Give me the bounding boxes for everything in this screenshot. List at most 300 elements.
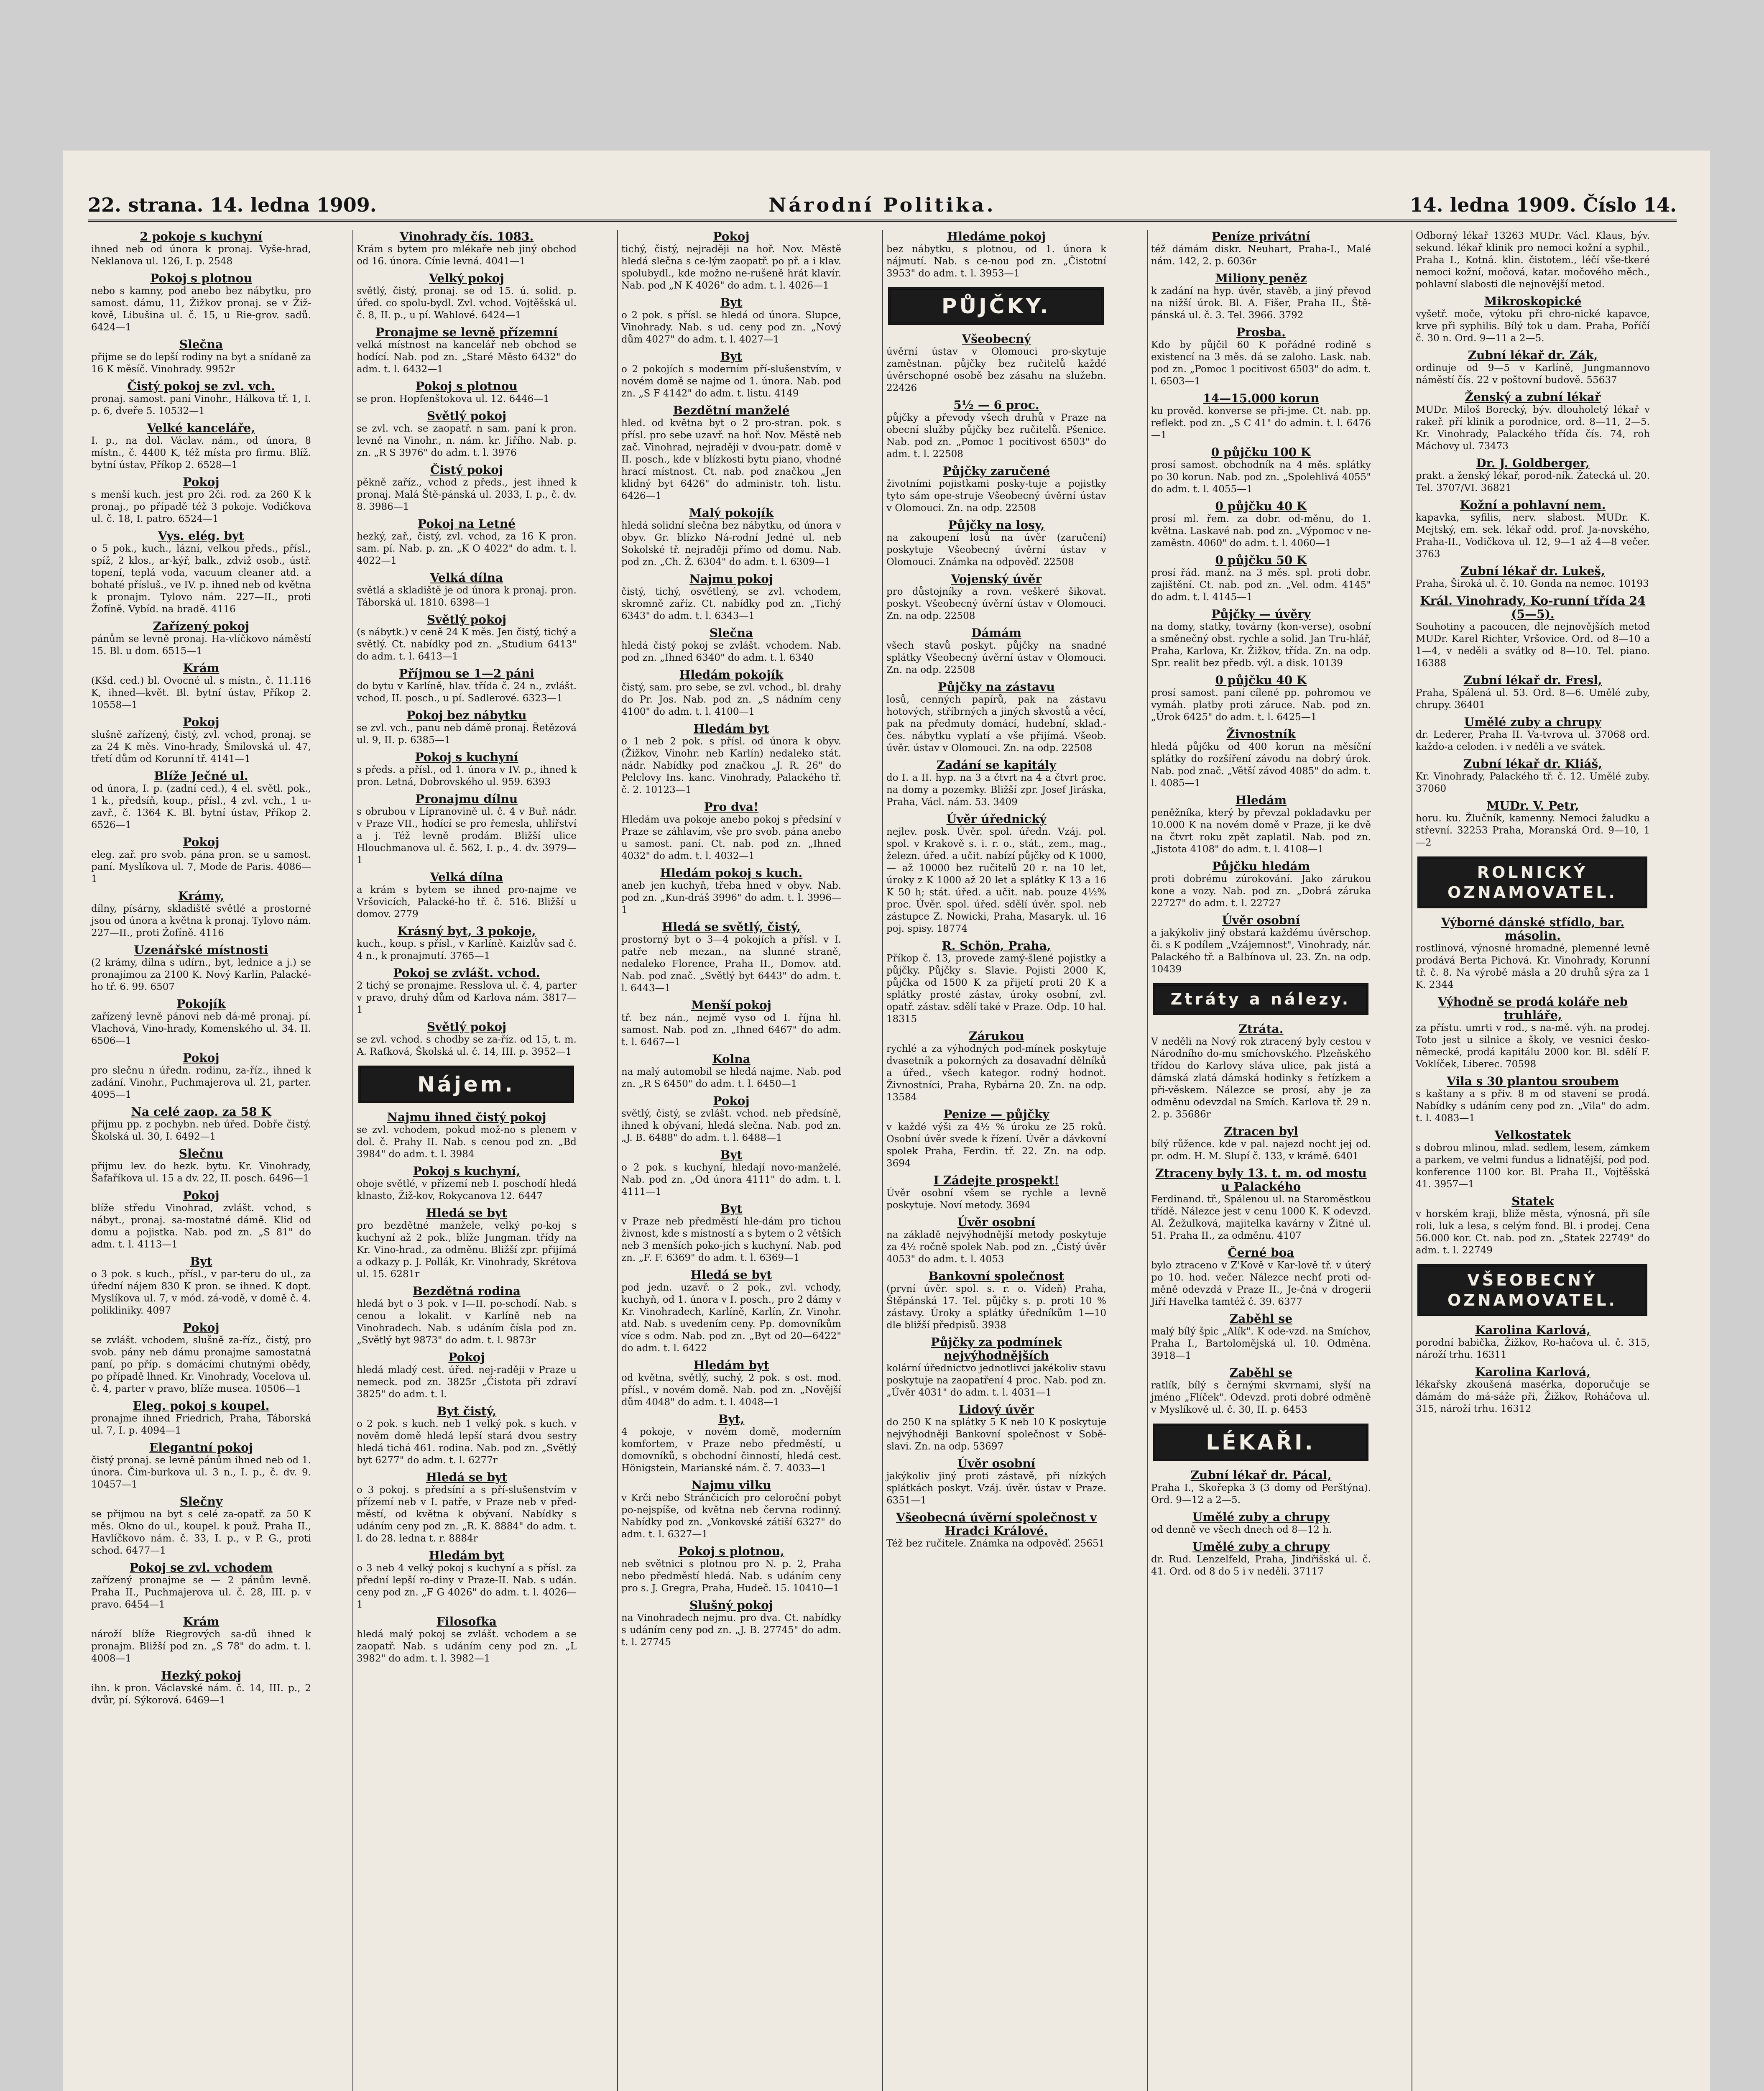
classified-ad — [357, 272, 577, 322]
section-banner: VŠEOBECNÝ OZNAMOVATEL. — [1417, 1264, 1647, 1316]
ad-text: malý bílý špic „Alík". K ode-vzd. na Smíchov, Praha I., Bartolomějská ul. 10. Odměna. 3918—1 — [1151, 1326, 1371, 1361]
ad-heading: Výborné dánské stfídlo, bar. másolin. — [1441, 915, 1624, 943]
section-banner: Nájem. — [358, 1066, 574, 1103]
classified-ad — [886, 573, 1106, 622]
classified-ad — [1416, 391, 1650, 452]
classified-ad — [1416, 457, 1650, 494]
ad-text: hledá malý pokoj se zvlášt. vchodem a se zaopatř. Nab. s udáním ceny pod zn. „L 3982" do adm. t. l. 3982—1 — [357, 1629, 577, 1664]
classified-ad — [886, 465, 1106, 514]
classified-ad — [357, 1165, 577, 1202]
ad-text: pro bezdětné manžele, velký po-koj s kuchyní až 2 pok., blíže Jungman. třídy na Kr. Vino-hrad., za odměnu. Bližší zpr. přijímá a odkazy p. J. Pollák, Kr. Vinohrady, Skrétova ul. 15. 6281r — [357, 1220, 577, 1280]
classified-ad — [357, 1285, 577, 1347]
ad-text: aneb jen kuchyň, třeba hned v obyv. Nab. pod zn. „Kun-dráš 3996" do adm. t. l. 3996—1 — [621, 880, 841, 915]
ad-heading: Krásný byt, 3 pokoje, — [397, 924, 536, 938]
classified-ad — [357, 1615, 577, 1665]
ad-heading: Půjčky — úvěry — [1211, 607, 1311, 621]
classified-ad — [1416, 1324, 1650, 1361]
ad-text: pod jedn. uzavř. o 2 pok., zvl. vchody, kuchyň, od 1. února v I. posch., pro 2 dámy v Kr. Vinohradech, Karlíně, Karlín, Zr. Vinohr. atd. Nab. s uvedením ceny. Pp. domovníkům více s odm. Nab. pod zn. „Byt od 20—6422" do adm. t. l. 6422 — [621, 1282, 841, 1354]
column-5 — [1147, 230, 1373, 2091]
classified-ad — [621, 1094, 841, 1144]
ad-heading: 14—15.000 korun — [1203, 391, 1319, 405]
ad-text: pro důstojníky a rovn. veškeré šikovat. poskyt. Všeobecný úvěrní ústav v Olomouci. Zn. na odp. 22508 — [886, 586, 1106, 621]
ad-heading: Pokoj — [713, 230, 750, 243]
ad-heading: Úvěr úřednický — [946, 812, 1047, 826]
classified-ad — [621, 867, 841, 916]
classified-ad — [621, 1359, 841, 1408]
ad-heading: Malý pokojík — [689, 506, 774, 520]
classified-ad — [886, 1174, 1106, 1212]
classified-ad — [1151, 272, 1371, 322]
ad-heading: Byt, — [718, 1412, 745, 1426]
classified-ad — [1416, 1129, 1650, 1191]
classified-ad — [91, 529, 311, 616]
ad-text: (první úvěr. spol. s. r. o. Vídeň) Praha, Štěpánská 17. Tel. půjčky s. p. proti 10 % zástavy. Úroky a splátky úředníkům 1—10 dle bližší předpisů. 3938 — [886, 1283, 1106, 1331]
classified-ad — [886, 1336, 1106, 1399]
classified-ad — [886, 230, 1106, 280]
ad-heading: Velká dílna — [430, 870, 503, 884]
ad-text: se zvlášt. vchodem, slušně za-říz., čistý, pro svob. pány neb dámu pronajme samostatná paní, po příp. s domácími chutnými obědy, po případě lhned. Kr. Vinohrady, Vocelova ul. č. 4, parter v pravo, blíže musea. 10506—1 — [91, 1335, 311, 1394]
ad-heading: Karolina Karlová, — [1475, 1365, 1591, 1379]
classified-ad — [1151, 608, 1371, 670]
ad-text: prosí ml. řem. za dobr. od-měnu, do 1. května. Laskavé nab. pod zn. „Výpomoc v ne-zaměstn. 4060" do adm. t. l. 4060—1 — [1151, 514, 1371, 549]
ad-heading: Na celé zaop. za 58 K — [131, 1105, 271, 1119]
ad-heading: Pokoj — [183, 1051, 220, 1065]
ad-heading: Karolina Karlová, — [1475, 1323, 1591, 1337]
ad-text: hledá půjčku od 400 korun na měsíční splátky do rozšíření závodu na dobrý úrok. Nab. pod znač. „Větší závod 4085" do adm. t. l. 4085—1 — [1151, 741, 1371, 789]
ad-heading: Výhodně se prodá koláře neb truhláře, — [1437, 995, 1628, 1022]
classified-ad — [91, 1561, 311, 1611]
ad-text: od února, I. p. (zadní ced.), 4 el. světl. pok., 1 k., předsíň, koup., přísl., 4 zvl. vch., 1 u-zavř., č. 1364 K. Bl. bytní ústav, Příkop 2. 6526—1 — [91, 783, 311, 831]
ad-text: se přijmou na byt s celé za-opatř. za 50 K měs. Okno do ul., koupel. k použ. Praha II., Havlíčkovo nám. č. 33, I. p., v P. G., proti schod. 6477—1 — [91, 1509, 311, 1556]
ad-text: ohoje světlé, v přízemí neb I. poschodí hledá klnasto, Žiž-kov, Rokycanova 12. 6447 — [357, 1178, 577, 1201]
newspaper-page — [63, 151, 1710, 2091]
ad-text: od května, světlý, suchý, 2 pok. s ost. mod. přísl., v novém domě. Nab. pod zn. „Novější dům 4048" do adm. t. l. 4048—1 — [621, 1373, 841, 1408]
ad-heading: Elegantní pokoj — [149, 1441, 253, 1454]
ad-text: s menší kuch. jest pro 2či. rod. za 260 K k pronaj., po případě též 3 pokoje. Vodičkova ul. č. 18, I. patro. 6524—1 — [91, 489, 311, 524]
ad-text: velká místnost na kancelář neb obchod se hodící. Nab. pod zn. „Staré Město 6432" do adm. t. l. 6432—1 — [357, 340, 577, 375]
ad-text: 4 pokoje, v novém domě, moderním komfortem, v Praze nebo předměstí, u domovníků, s obchodní činností, hledá cest. Hönigstein, Marianské nám. č. 7. 4033—1 — [621, 1426, 841, 1474]
ad-text: kapavka, syfilis, nerv. slabost. MUDr. K. Mejtský, em. sek. lékař odd. prof. Ja-novského, Praha-II., Vodičkova ul. 12, 9—1 až 4—8 večer. 3763 — [1416, 512, 1650, 560]
classified-ad — [1151, 1511, 1371, 1536]
ad-text: jakýkoliv jiný proti zástavě, při nízkých splátkách poskyt. Vzáj. úvěr. ústav v Praze. 6351—1 — [886, 1471, 1106, 1506]
ad-text: hledá mladý cest. úřed. nej-raději v Praze u nemeck. pod zn. 3825r „Čistota při zdraví 3825" do adm. t. l. — [357, 1365, 577, 1400]
ad-text: světlý, čistý, pronaj. se od 15. ú. solid. p. úřed. co spolu-bydl. Zvl. vchod. Vojtěšská ul. č. 8, II. p., u pí. Wahlové. 6424—1 — [357, 286, 577, 321]
classified-ad — [91, 1189, 311, 1251]
classified-ad — [1416, 799, 1650, 849]
ad-text: tichý, čistý, nejraději na hoř. Nov. Městě hledá slečna s ce-lým zaopatř. po př. a i klav. spolubydl., kde možno ne-rušeně hrát klavír. Nab. pod „N K 4026" do adm. t. l. 4026—1 — [621, 244, 841, 291]
classified-ad — [1151, 1540, 1371, 1578]
ad-text: se zvl. vch., panu neb dámě pronaj. Řetězová ul. 9, II. p. 6385—1 — [357, 723, 577, 746]
ad-text: o 3 pok. s kuch., přísl., v par-teru do ul., za úřední nájem 830 K pron. se ihned. K dopt. Myslíkova ul. 7, v mód. zá-vodě, v domě č. 4. polikliniky. 4097 — [91, 1269, 311, 1316]
ad-heading: Zadání se kapitály — [936, 758, 1057, 772]
ad-heading: Eleg. pokoj s koupel. — [133, 1399, 270, 1413]
ad-heading: Vys. elég. byt — [158, 529, 245, 543]
ad-heading: Hledám byt — [429, 1549, 505, 1562]
ad-heading: Slečna — [709, 626, 753, 640]
ad-heading: Najmu pokoj — [689, 572, 774, 586]
classified-ad — [91, 769, 311, 831]
classified-ad — [91, 422, 311, 471]
classified-ad — [91, 380, 311, 417]
ad-text: zařízený levně pánovi neb dá-mě pronaj. pí. Vlachová, Vino-hrady, Komenského ul. 34. II. 6506—1 — [91, 1011, 311, 1046]
ad-text: Odborný lékař 13263 MUDr. Václ. Klaus, býv. sekund. lékař klinik pro nemoci kožní a syphil., Praha I., Kotná. klin. čistotem., léčí vše-tkeré nemoci kožní, močová, katar. močového měch., pohlavní slabosti dle nejnovější metod. — [1416, 230, 1650, 290]
classified-ad — [621, 668, 841, 718]
ad-text: s předs. a přísl., od 1. února v IV. p., ihned k pron. Letná, Dobrovského ul. 959. 6393 — [357, 764, 577, 787]
column-3 — [617, 230, 844, 2091]
ad-text: o 2 pok. s kuchyní, hledají novo-manželé. Nab. pod zn. „Od února 4111" do adm. t. l. 4111—1 — [621, 1162, 841, 1197]
classified-ad — [886, 1403, 1106, 1453]
classified-ad — [886, 1108, 1106, 1170]
ad-text: v horském kraji, bliže města, výnosná, při síle roli, luk a lesa, s celým fond. Bl. i prodej. Cena 56.000 kor. Ct. nab. pod zn. „Statek 22749" do adm. t. l. 22749 — [1416, 1209, 1650, 1256]
ad-text: Praha, Široká ul. č. 10. Gonda na nemoc. 10193 — [1416, 578, 1649, 589]
ad-heading: 2 pokoje s kuchyní — [140, 230, 263, 243]
classified-ad — [91, 662, 311, 711]
classified-ad — [886, 813, 1106, 935]
ad-text: od denně ve všech dnech od 8—12 h. — [1151, 1524, 1332, 1535]
ad-heading: Hledáme pokoj — [947, 230, 1046, 243]
classified-ad — [1416, 916, 1650, 991]
ad-heading: 0 půjčku 100 K — [1211, 445, 1311, 459]
classified-ad — [621, 999, 841, 1048]
ad-heading: Pokoj na Letné — [418, 517, 516, 531]
ad-text: o 3 pokoj. s předsíní a s pří-slušenstvím v přízemí neb v I. patře, v Praze neb v před-městí, od května k obývaní. Nabídky s udáním ceny pod zn. „R. K. 8884" do adm. t. l. do 28. ledna t. r. 8884r — [357, 1485, 577, 1544]
ad-text: o 1 neb 2 pok. s přísl. od února k obyv. (Žižkov, Vinohr. neb Karlín) nedaleko stát. nádr. Nabídky pod značkou „J. R. 26" do Pelclovy Ins. kanc. Vinohrady, Palackého tř. č. 2. 10123—1 — [621, 736, 841, 795]
section-banner: ROLNICKÝ OZNAMOVATEL. — [1417, 856, 1647, 908]
column-4 — [882, 230, 1109, 2091]
ad-heading: Půjčky na zástavu — [938, 680, 1055, 694]
ad-text: vyšetř. moče, výtoku při chro-nické kapavce, krve při syphilis. Bílý tok u dam. Praha, Poříčí č. 30 n. Ord. 9—11 a 2—5. — [1416, 309, 1650, 344]
ad-heading: Hledá se byt — [426, 1470, 508, 1484]
ad-heading: Pokoj s plotnou — [416, 379, 518, 393]
section-banner: PŮJČKY. — [888, 287, 1104, 325]
ad-heading: Zubní lékař dr. Fresl, — [1463, 673, 1602, 687]
ad-text: pro slečnu n úředn. rodinu, za-říz., ihned k zadání. Vinohr., Puchmajerova ul. 21, parter. 4095—1 — [91, 1065, 311, 1100]
classified-ad — [621, 506, 841, 568]
ad-heading: Byt — [720, 296, 743, 309]
ad-text: na zakoupení losů na úvěr (zaručení) poskytuje Všeobecný úvěrní ústav v Olomouci. Známka na odpověď. 22508 — [886, 532, 1106, 567]
classified-ad — [621, 626, 841, 664]
ad-text: ratlík, bílý s černými skvrnami, slyší na jméno „Flíček". Odevzd. proti dobré odměně v Myslíkově ul. č. 30, II. p. 6453 — [1151, 1380, 1371, 1415]
classified-ad — [91, 943, 311, 993]
ad-text: prosí samost. obchodník na 4 měs. splátky po 30 korun. Nab. pod zn. „Spolehlivá 4055" do adm. t. l. 4055—1 — [1151, 460, 1371, 495]
classified-ad — [1416, 757, 1650, 795]
classified-ad — [886, 1030, 1106, 1104]
ad-text: hledá čistý pokoj se zvlášt. vchodem. Nab. pod zn. „Ihned 6340" do adm. t. l. 6340 — [621, 640, 841, 663]
classified-ad — [886, 1511, 1106, 1550]
ad-text: čistý, tichý, osvětlený, se zvl. vchodem, skromně zaříz. Ct. nabídky pod zn. „Tichý 6343" do adm. t. l. 6343—1 — [621, 586, 841, 621]
classified-ad — [357, 517, 577, 567]
classified-ad — [1151, 230, 1371, 268]
classified-ad — [1151, 1469, 1371, 1506]
ad-heading: Pokoj s kuchyní, — [413, 1164, 521, 1178]
ad-heading: Najmu ihned čistý pokoj — [387, 1110, 546, 1124]
ad-heading: Úvěr osobní — [957, 1215, 1036, 1229]
ad-heading: Půjčku hledám — [1212, 859, 1310, 873]
ad-text: hezký, zař., čistý, zvl. vchod, za 16 K pron. sam. pí. Nab. p. zn. „K O 4022" do adm. t. l. 4022—1 — [357, 531, 577, 566]
classified-ad — [357, 1207, 577, 1281]
ad-heading: Ztracen byl — [1224, 1125, 1298, 1138]
classified-ad — [1416, 995, 1650, 1071]
ad-text: v Krči nebo Stránčicích pro celoroční pobyt po-nejspíše, od května neb června rodinný. Nabídky pod zn. „Vonkovské zátiší 6327" do adm. t. l. 6327—1 — [621, 1493, 841, 1540]
classified-ad — [1151, 860, 1371, 910]
ad-text: se zvl. vch. se zaopatř. n sam. paní k pron. levně na Vinohr., n. nám. kr. Jiřího. Nab. p. zn. „R S 3976" do adm. t. l. 3976 — [357, 423, 577, 458]
ad-text: dr. Lederer, Praha II. Va-tvrova ul. 37068 ord. každo-a celoden. i v neděli a ve svátek. — [1416, 729, 1650, 752]
ad-heading: Pronajmu dílnu — [415, 792, 518, 806]
ad-heading: Zařízený pokoj — [153, 619, 250, 633]
ad-heading: Byt — [720, 1148, 743, 1162]
ad-text: prosí řád. manž. na 3 měs. spl. proti dobr. zajištění. Ct. nab. pod zn. „Vel. odm. 4145" do adm. t. l. 4145—1 — [1151, 567, 1371, 603]
ad-text: Příkop č. 13, provede zamý-šlené pojistky a půjčky. Půjčky s. Slavie. Pojisti 2000 K, půjčka od 1500 K za přijetí proti 20 K a splátky prosté zástav, úroky osobní, zvl. opatř. zástav. sdělí také v Praze. Odp. 10 hal. 18315 — [886, 953, 1106, 1025]
ad-text: Praha, Spálená ul. 53. Ord. 8—6. Umělé zuby, chrupy. 36401 — [1416, 688, 1650, 711]
ad-text: životními pojistkami posky-tuje a pojistky tyto sám ope-struje Všeobecný úvěrní ústav v Olomouci. Zn. na odp. 22508 — [886, 478, 1106, 514]
issue-date-number: 14. ledna 1909. Číslo 14. — [1409, 194, 1677, 216]
ad-heading: 5½ — 6 proc. — [953, 398, 1039, 412]
classified-ad — [1151, 1246, 1371, 1308]
classified-ad — [1151, 1366, 1371, 1416]
ad-heading: 0 půjčku 50 K — [1215, 553, 1307, 567]
ad-text: v Praze neb předměstí hle-dám pro tichou živnost, kde s místností a s bytem o 2 větších neb 3 menších poko-jích s kuchyní. Nab. pod zn. „F. F. 6369" do adm. t. l. 6369—1 — [621, 1216, 841, 1263]
ad-heading: Slečna — [179, 337, 223, 351]
ad-text: pronaj. samost. paní Vinohr., Hálkova tř. 1, I. p. 6, dveře 5. 10532—1 — [91, 394, 311, 417]
classified-ad — [357, 1549, 577, 1611]
ad-heading: Prosba. — [1236, 325, 1286, 339]
classified-ad — [91, 1105, 311, 1143]
ad-heading: Miliony peněz — [1215, 271, 1307, 285]
ad-heading: Blíže Ječné ul. — [154, 769, 248, 783]
ad-text: (Kšd. ced.) bl. Ovocné ul. s místn., č. 11.116 K, ihned—květ. Bl. bytní ústav, Příkop 2. 10558—1 — [91, 675, 311, 711]
ad-text: Též bez ručitele. Známka na odpověď. 25651 — [886, 1538, 1105, 1549]
classified-ad — [886, 759, 1106, 808]
ad-text: přijmu pp. z pochybn. neb úřed. Dobře čistý. Školská ul. 30, I. 6492—1 — [91, 1119, 311, 1142]
ad-text: světlá a skladiště je od února k pronaj. pron. Táborská ul. 1810. 6398—1 — [357, 585, 577, 608]
classified-ad — [357, 667, 577, 705]
ad-text: Praha I., Skořepka 3 (3 domy od Perštýna). Ord. 9—12 a 2—5. — [1151, 1483, 1371, 1506]
classified-ad — [621, 1479, 841, 1541]
ad-heading: Pronajme se levně přízemní — [375, 325, 558, 339]
classified-ad — [91, 272, 311, 334]
ad-heading: Úvěr osobní — [957, 1457, 1036, 1470]
ad-text: čistý, sam. pro sebe, se zvl. vchod., bl. drahy do Pr. Jos. Nab. pod zn. „S nádním ceny 4100" do adm. t. l. 4100—1 — [621, 682, 841, 717]
ad-heading: Pokoj s plotnou, — [678, 1544, 784, 1558]
ad-heading: Bezdětná rodina — [412, 1284, 521, 1298]
ad-heading: Dr. J. Goldberger, — [1476, 456, 1590, 470]
ad-heading: Zubní lékař dr. Zák, — [1468, 348, 1598, 362]
classified-ad — [357, 1020, 577, 1058]
column-1 — [88, 230, 314, 2091]
ad-heading: Pokoj — [183, 835, 220, 849]
classified-ad — [91, 338, 311, 376]
ad-heading: Velká dílna — [430, 571, 503, 585]
ad-heading: Slušný pokoj — [689, 1598, 773, 1612]
classified-ad — [1416, 594, 1650, 670]
ad-heading: Všeobecná úvěrní společnost v Hradci Králové. — [896, 1511, 1097, 1538]
classified-ad — [621, 1413, 841, 1475]
ad-heading: Krámy, — [178, 889, 225, 903]
ad-heading: Vojenský úvěr — [951, 572, 1042, 586]
classified-ad — [357, 1351, 577, 1401]
section-banner: LÉKAŘI. — [1153, 1424, 1368, 1461]
classified-ad — [1416, 674, 1650, 711]
ad-heading: Pokoj — [183, 1321, 220, 1334]
classified-ad — [91, 1399, 311, 1437]
ad-heading: Bankovní společnost — [928, 1269, 1065, 1283]
ad-heading: Pokoj — [183, 715, 220, 729]
ad-heading: Vila s 30 plantou sroubem — [1447, 1074, 1619, 1088]
classified-ad — [91, 836, 311, 885]
classified-ad — [1416, 716, 1650, 753]
ad-heading: Zubní lékař dr. Kliáš, — [1463, 757, 1603, 771]
ad-text: Kr. Vinohrady, Palackého tř. č. 12. Umělé zuby. 37060 — [1416, 771, 1650, 794]
ad-text: a krám s bytem se ihned pro-najme ve Vršovicích, Palacké-ho tř. č. 516. Bližší u domov. 2779 — [357, 884, 577, 920]
ad-text: pronajme ihned Friedrich, Praha, Táborská ul. 7, I. p. 4094—1 — [91, 1413, 311, 1436]
ad-heading: Čistý pokoj — [430, 463, 503, 477]
ad-text: Souhotiny a pacoucen, dle nejnovějších metod MUDr. Karel Richter, Vršovice. Ord. od 8—10 a 1—4, v neděli a svátky od 8—10. Tel. piano. 16388 — [1416, 621, 1650, 669]
classified-ad — [357, 326, 577, 376]
ad-text: s obrubou v Lípranovině ul. č. 4 v Buř. nádr. v Praze VII., hodící se pro řemesla, uhlířství a j. Též levně prodám. Bližší ulice Hlouchmanova ul. č. 562, I. p., 4. dv. 3979—1 — [357, 806, 577, 866]
ad-heading: Hledá se byt — [426, 1206, 508, 1220]
page-number-date: 22. strana. 14. ledna 1909. — [88, 194, 377, 216]
ad-heading: Statek — [1511, 1194, 1554, 1208]
ad-heading: Hledá se světlý, čistý, — [662, 920, 801, 934]
classified-ad — [1151, 1022, 1371, 1121]
ad-text: do 250 K na splátky 5 K neb 10 K poskytuje nejvýhodněji Bankovní společnost v Sobě-slavi. Zn. na odp. 53697 — [886, 1417, 1106, 1452]
classified-ad — [91, 620, 311, 657]
ad-text: úvěrní ústav v Olomouci pro-skytuje zaměstnan. půjčky bez ručitelů každé úvěrschopné osobě bez zásahu na služebn. 22426 — [886, 346, 1106, 394]
classified-ad — [357, 925, 577, 962]
ad-heading: Peníze privátní — [1212, 230, 1310, 243]
ad-heading: Hledám — [1235, 793, 1287, 807]
classified-ad — [91, 1255, 311, 1317]
ad-text: s dobrou mlinou, mlad. sedlem, lesem, zámkem a parkem, ve velmi fundus a lidnatější, pod pod. konference 1100 kor. Bl. Praha II., Vojtěšská 41. 3957—1 — [1416, 1143, 1650, 1190]
classified-ad — [621, 722, 841, 796]
classified-ad — [1416, 230, 1650, 291]
ad-text: pánům se levně pronaj. Ha-vlíčkovo náměstí 15. Bl. u dom. 6515—1 — [91, 634, 311, 657]
ad-text: čistý pronaj. se levně pánům ihned neb od 1. února. Čim-burkova ul. 3 n., I. p., č. dv. 9. 10457—1 — [91, 1455, 311, 1490]
ad-text: bez nábytku, s plotnou, od 1. února k nájmutí. Nab. s ce-nou pod zn. „Čistotní 3953" do adm. t. l. 3953—1 — [886, 244, 1106, 279]
classified-ad — [357, 1405, 577, 1467]
ad-heading: Kolna — [712, 1052, 751, 1066]
classified-ad — [1151, 392, 1371, 442]
ad-text: Kdo by půjčil 60 K pořádné rodině s existencí na 3 měs. dá se zaloho. Lask. nab. pod zn. „Pomoc 1 pocitivost 6503" do adm. t. l. 6503—1 — [1151, 340, 1371, 387]
ad-heading: Hledá se byt — [690, 1268, 772, 1282]
ad-text: prakt. a ženský lékař, porod-ník. Žatecká ul. 20. Tel. 3707/VI. 36821 — [1416, 470, 1650, 493]
ad-heading: Velké kanceláře, — [147, 421, 255, 435]
ad-heading: I Zádejte prospekt! — [933, 1173, 1059, 1187]
classified-ad — [1151, 1312, 1371, 1362]
ad-text: hledá byt o 3 pok. v I—II. po-schodí. Nab. s cenou a lokalit. v Karlíně neb na Vinohradech. Nab. s udáním čísla pod zn. „Světlý byt 9873" do adm. t. l. 9873r — [357, 1299, 577, 1346]
ad-text: ordinuje od 9—5 v Karlíně, Jungmannovo náměstí čís. 22 v poštovní budově. 55637 — [1416, 363, 1650, 386]
ad-heading: Menší pokoj — [691, 998, 771, 1012]
ad-text: a jakýkoliv jiný obstará každému úvěrschop. či. s K podílem „Vzájemnost", Vinohrady, nár. Palackého tř. a Balbínova ul. 23. Zn. na odp. 10439 — [1151, 928, 1371, 975]
ad-heading: Zubní lékař dr. Lukeš, — [1460, 564, 1605, 578]
classified-ad — [357, 709, 577, 746]
ad-heading: Pokoj s kuchyní — [415, 750, 518, 764]
classified-ad — [1416, 295, 1650, 345]
ad-text: hledá solidní slečna bez nábytku, od února v obyv. Gr. blízko Ná-rodní Jedné ul. neb Sokolské tř. nejraději přímo od domu. Nab. pod zn. „Ch. Ž. 6304" do adm. t. l. 6309—1 — [621, 520, 841, 567]
ad-heading: Mikroskopické — [1484, 294, 1582, 308]
classified-ad — [91, 1441, 311, 1491]
ad-text: zařízený pronajme se — 2 pánům levně. Praha II., Puchmajerova ul. č. 28, III. p. v pravo. 6454—1 — [91, 1575, 311, 1610]
classified-ad — [886, 626, 1106, 676]
ad-heading: Najmu vilku — [691, 1478, 771, 1492]
ad-text: za přístu. umrti v rod., s na-mě. výh. na prodej. Toto jest u silnice a školy, ve vesnici česko-německé, prodá kapitálu 2000 kor. Bl. sdělí F. Voklíček, Liberec. 70598 — [1416, 1022, 1650, 1070]
ad-text: nejlev. posk. Úvěr. spol. úředn. Vzáj. pol. spol. v Krakově s. i. r. o., stát., zem., mag., železn. úřed. a učit. nabízí půjčky od K 1000,— až 10000 bez ručitelů 20 r. na 10 let, úroky z K 1000 až 20 let a splátky K 13 a 16 K 50 h; stát. úřed. a učit. nab. pouze 4½% proc. Úvěr. spol. úřed. sdělí úvěr. spol. neb zástupce Z. Nowicki, Praha, Masaryk. ul. 16 poj. spisy. 18774 — [886, 826, 1106, 934]
ad-text: eleg. zař. pro svob. pána pron. se u samost. paní. Myslíkova ul. 7, Mode de Paris. 4086—1 — [91, 849, 311, 884]
classified-ad — [621, 920, 841, 994]
ad-text: 2 tichý se pronajme. Resslova ul. č. 4, parter v pravo, druhý dům od Karlova nám. 3817—1 — [357, 980, 577, 1015]
classified-ad — [91, 1669, 311, 1707]
page-header — [88, 190, 1677, 222]
ad-heading: Černé boa — [1228, 1246, 1294, 1260]
classified-ad — [1416, 1195, 1650, 1257]
ad-text: nebo s kamny, pod anebo bez nábytku, pro samost. dámu, 11, Žižkov pronaj. se v Žiž-kově, Libušina ul. č. 15, u Rie-grov. sadů. 6424—1 — [91, 286, 311, 333]
classified-ad — [91, 997, 311, 1047]
classified-ad — [886, 939, 1106, 1025]
ad-text: prostorný byt o 3—4 pokojích a přísl. v I. patře neb mezan., na slunné straně, nedaleko Florence, Praha II., Domov. atd. Nab. pod znač. „Světlý byt 6443" do adm. t. l. 6443—1 — [621, 934, 841, 994]
classified-ad — [91, 1321, 311, 1395]
classified-ad — [1151, 446, 1371, 496]
classified-ad — [886, 399, 1106, 460]
ad-heading: Hledám pokojík — [679, 668, 784, 682]
ad-text: o 3 neb 4 velký pokoj s kuchyní a s přísl. za přední lepší ro-diny v Praze-II. Nab. s udán. ceny pod zn. „F G 4026" do adm. t. l. 4026—1 — [357, 1563, 577, 1610]
ad-text: slušně zařízený, čistý, zvl. vchod, pronaj. se za 24 K měs. Vino-hrady, Šmilovská ul. 47, třetí dům od Korunní tř. 4141—1 — [91, 729, 311, 764]
classified-ad — [357, 380, 577, 405]
classified-ad — [1416, 565, 1650, 590]
ad-text: I. p., na dol. Václav. nám., od února, 8 místn., č. 4400 K, též místa pro firmu. Blíž. bytní ústav, Příkop 2. 6528—1 — [91, 435, 311, 470]
ad-heading: Světlý pokoj — [426, 1020, 507, 1034]
ad-text: porodní babička, Žižkov, Ro-hačova ul. č. 315, nároží trhu. 16311 — [1416, 1337, 1650, 1360]
ad-heading: Penize — půjčky — [943, 1107, 1049, 1121]
ad-heading: Umělé zuby a chrupy — [1192, 1540, 1330, 1554]
classified-ad — [886, 680, 1106, 754]
ad-text: proti dobrému zúrokování. Jako zárukou kone a vozy. Nab. pod zn. „Dobrá záruka 22727" do adm. t. l. 22727 — [1151, 874, 1371, 909]
ad-text: o 5 pok., kuch., lázní, velkou předs., přísl., spíž, 2 klos., ar-kýř, balk., zdviž osob., ústř. topení, teplá voda, vacuum cleaner atd. a bohaté přísluš., ve IV. p. ihned neb od května k pronajm. Tylovo nám. 227—II., proti Žofíně. Vybíd. na bradě. 4116 — [91, 543, 311, 615]
classified-ad — [621, 1599, 841, 1649]
ad-heading: Pokojík — [176, 997, 226, 1011]
ad-heading: Slečny — [179, 1495, 223, 1508]
classified-ad — [357, 409, 577, 459]
ad-text: bylo ztraceno v Z'Kově v Kar-lově tř. v úterý po 10. hod. večer. Nálezce nechť proti od-měně odevzdá v Praze II., Je-čná v drogerii Jiří Havelka tamtéž č. 39. 6377 — [1151, 1260, 1371, 1307]
ad-heading: Byt — [720, 350, 743, 363]
ad-heading: Světlý pokoj — [426, 613, 507, 626]
ad-heading: Slečnu — [179, 1147, 224, 1161]
ad-heading: Zubní lékař dr. Pácal, — [1190, 1468, 1332, 1482]
ad-heading: Hezký pokoj — [161, 1669, 242, 1682]
ad-text: přijme se do lepší rodiny na byt a snídaně za 16 K měsíč. Vinohrady. 9952r — [91, 352, 311, 375]
ad-heading: Pokoj — [448, 1350, 485, 1364]
ad-text: ihned neb od února k pronaj. Vyše-hrad, Neklanova ul. 126, I. p. 2548 — [91, 244, 311, 267]
ad-text: k zadání na hyp. úvěr, stavěb, a jiný převod na nižší úrok. Bl. A. Fišer, Praha II., Ště-pánská ul. č. 3. Tel. 3966. 3792 — [1151, 286, 1371, 321]
classified-ad — [621, 350, 841, 400]
classified-ad — [621, 1202, 841, 1264]
ad-text: světlý, čistý, se zvlášt. vchod. neb předsíně, ihned k obývaní, hledá slečna. Nab. pod zn. „J. B. 6488" do adm. t. l. 6488—1 — [621, 1108, 841, 1143]
classified-ad — [621, 1545, 841, 1595]
classified-ad — [621, 1053, 841, 1090]
classified-ad — [357, 966, 577, 1016]
column-2 — [352, 230, 579, 2091]
classified-ad — [357, 871, 577, 920]
classified-ad — [621, 404, 841, 502]
ad-text: (2 krámy, dílna s udírn., byt, lednice a j.) se pronajímou za 2100 K. Nový Karlín, Palacké-ho tř. 6. 99. 6507 — [91, 957, 311, 992]
ad-text: peněžníka, který by převzal pokladavku per 10.000 K na novém domě v Praze, ji ke dvě na čtvrt roku zpět zaplatil. Nab. pod zn. „Jistota 4108" do adm. t. l. 4108—1 — [1151, 808, 1371, 855]
ad-heading: Filosofka — [437, 1615, 497, 1628]
ad-text: dr. Rud. Lenzelfeld, Praha, Jindřišská ul. č. 41. Ord. od 8 do 5 i v neděli. 37117 — [1151, 1554, 1371, 1577]
ad-heading: Půjčky na losy, — [948, 518, 1045, 532]
ad-heading: Ztraceny byly 13. t. m. od mostu u Palackého — [1155, 1166, 1367, 1194]
classified-ad — [91, 1051, 311, 1101]
classified-ad — [91, 1615, 311, 1665]
ad-text: ku prověd. konverse se při-jme. Ct. nab. pp. reflekt. pod zn. „S C 41" do admin. t. l. 6476—1 — [1151, 406, 1371, 441]
